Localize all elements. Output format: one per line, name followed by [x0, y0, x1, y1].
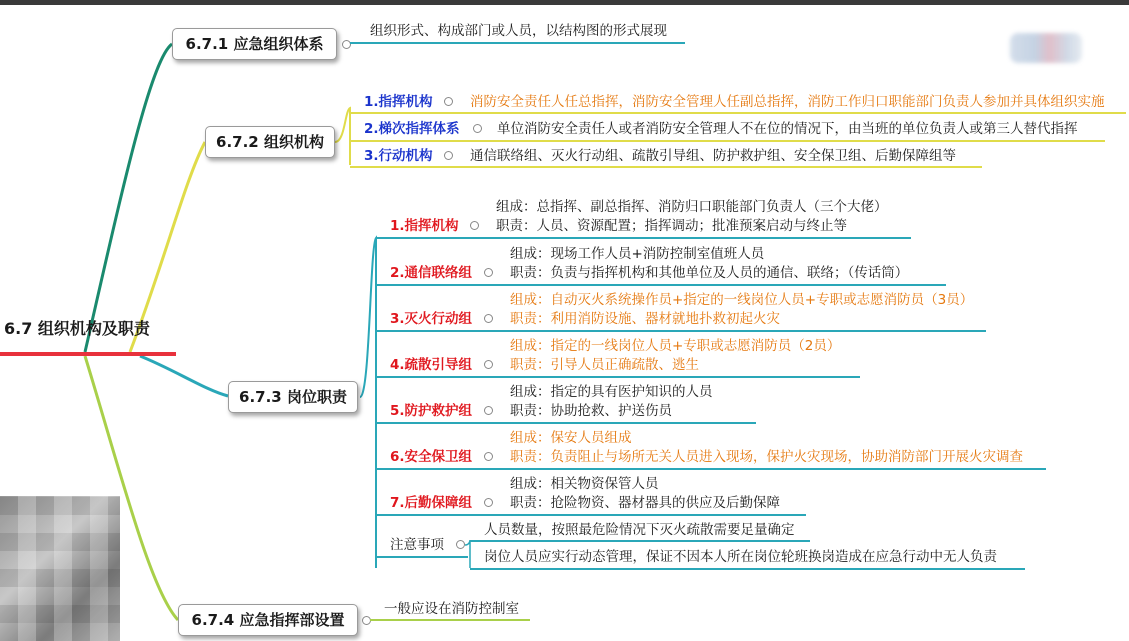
- branch1-text: 组织形式、构成部门或人员，以结构图的形式展现: [370, 23, 667, 39]
- b3-item-underline-1: [376, 237, 911, 239]
- blurred-logo-image: [1010, 33, 1082, 63]
- b3-item-line2-4: 职责：引导人员正确疏散、逃生: [510, 357, 699, 373]
- b3-item-label-3[interactable]: 3.灭火行动组: [390, 311, 473, 327]
- branch4-text: 一般应设在消防控制室: [384, 601, 519, 617]
- b3-item-underline-4: [376, 376, 860, 378]
- collapse-dot-icon[interactable]: [484, 360, 493, 369]
- b3-item-underline-5: [376, 422, 756, 424]
- b3-item-line1-3: 组成：自动灭火系统操作员+指定的一线岗位人员+专职或志愿消防员（3员）: [510, 292, 974, 308]
- collapse-dot-icon[interactable]: [484, 498, 493, 507]
- notes-label[interactable]: 注意事项: [390, 537, 444, 553]
- b3-item-line1-6: 组成：保安人员组成: [510, 430, 632, 446]
- collapse-dot-icon[interactable]: [473, 124, 482, 133]
- b3-item-label-1[interactable]: 1.指挥机构: [390, 218, 459, 234]
- b3-item-line1-4: 组成：指定的一线岗位人员+专职或志愿消防员（2员）: [510, 338, 841, 354]
- branch-emergency-org-system[interactable]: 6.7.1 应急组织体系: [172, 28, 337, 60]
- notes-item-1: 人员数量，按照最危险情况下灭火疏散需要足量确定: [484, 522, 795, 538]
- b3-item-underline-3: [376, 330, 986, 332]
- b3-item-label-5[interactable]: 5.防护救护组: [390, 403, 473, 419]
- blurred-qr-image: [0, 496, 120, 641]
- b3-item-label-7[interactable]: 7.后勤保障组: [390, 495, 473, 511]
- b2-item-underline-2: [350, 140, 1105, 142]
- collapse-dot-icon[interactable]: [444, 97, 453, 106]
- notes-item-underline-1: [470, 540, 810, 542]
- b2-item-label-2[interactable]: 2.梯次指挥体系: [364, 121, 460, 137]
- b2-item-text-2: 单位消防安全责任人或者消防安全管理人不在位的情况下，由当班的单位负责人或第三人替代指挥: [497, 121, 1078, 137]
- notes-item-underline-2: [470, 568, 1025, 570]
- collapse-dot-icon[interactable]: [484, 314, 493, 323]
- b3-item-line2-3: 职责：利用消防设施、器材就地扑救初起火灾: [510, 311, 780, 327]
- b3-item-label-4[interactable]: 4.疏散引导组: [390, 357, 473, 373]
- b2-item-text-3: 通信联络组、灭火行动组、疏散引导组、防护救护组、安全保卫组、后勤保障组等: [470, 148, 956, 164]
- b3-item-label-2[interactable]: 2.通信联络组: [390, 265, 473, 281]
- branch4-underline: [370, 619, 530, 621]
- b3-item-line2-6: 职责：负责阻止与场所无关人员进入现场，保护火灾现场，协助消防部门开展火灾调查: [510, 449, 1023, 465]
- b3-item-line2-2: 职责：负责与指挥机构和其他单位及人员的通信、联络；（传话筒）: [510, 265, 909, 281]
- b3-item-line1-5: 组成：指定的具有医护知识的人员: [510, 384, 713, 400]
- b2-item-label-3[interactable]: 3.行动机构: [364, 148, 433, 164]
- b2-item-underline-3: [350, 166, 982, 168]
- branch-post-duties[interactable]: 6.7.3 岗位职责: [228, 381, 358, 413]
- b3-item-line2-7: 职责：抢险物资、器材器具的供应及后勤保障: [510, 495, 780, 511]
- branch1-underline: [350, 42, 685, 44]
- b3-item-underline-2: [376, 284, 946, 286]
- collapse-dot-icon[interactable]: [456, 540, 465, 549]
- b2-item-text-1: 消防安全责任人任总指挥，消防安全管理人任副总指挥，消防工作归口职能部门负责人参加并具体组织实施: [470, 94, 1105, 110]
- branch-command-post-setup[interactable]: 6.7.4 应急指挥部设置: [178, 604, 358, 636]
- collapse-dot-icon[interactable]: [484, 268, 493, 277]
- b3-item-line1-1: 组成：总指挥、副总指挥、消防归口职能部门负责人（三个大佬）: [496, 199, 888, 215]
- b3-item-line2-1: 职责：人员、资源配置；指挥调动；批准预案启动与终止等: [496, 218, 847, 234]
- b2-item-underline-1: [350, 112, 1126, 114]
- b3-item-line1-2: 组成：现场工作人员+消防控制室值班人员: [510, 246, 765, 262]
- b3-item-label-6[interactable]: 6.安全保卫组: [390, 449, 473, 465]
- collapse-dot-icon[interactable]: [484, 452, 493, 461]
- b3-item-underline-7: [376, 514, 806, 516]
- notes-item-2: 岗位人员应实行动态管理，保证不因本人所在岗位轮班换岗造成在应急行动中无人负责: [484, 549, 997, 565]
- root-underline: [0, 352, 176, 356]
- collapse-dot-icon[interactable]: [470, 221, 479, 230]
- b2-item-label-1[interactable]: 1.指挥机构: [364, 94, 433, 110]
- b3-item-underline-6: [376, 468, 1046, 470]
- collapse-dot-icon[interactable]: [444, 151, 453, 160]
- notes-label-underline: [376, 556, 468, 558]
- collapse-dot-icon[interactable]: [484, 406, 493, 415]
- b3-item-line1-7: 组成：相关物资保管人员: [510, 476, 659, 492]
- root-topic[interactable]: 6.7 组织机构及职责: [4, 319, 150, 338]
- branch-org-structure[interactable]: 6.7.2 组织机构: [205, 126, 335, 158]
- b3-item-line2-5: 职责：协助抢救、护送伤员: [510, 403, 672, 419]
